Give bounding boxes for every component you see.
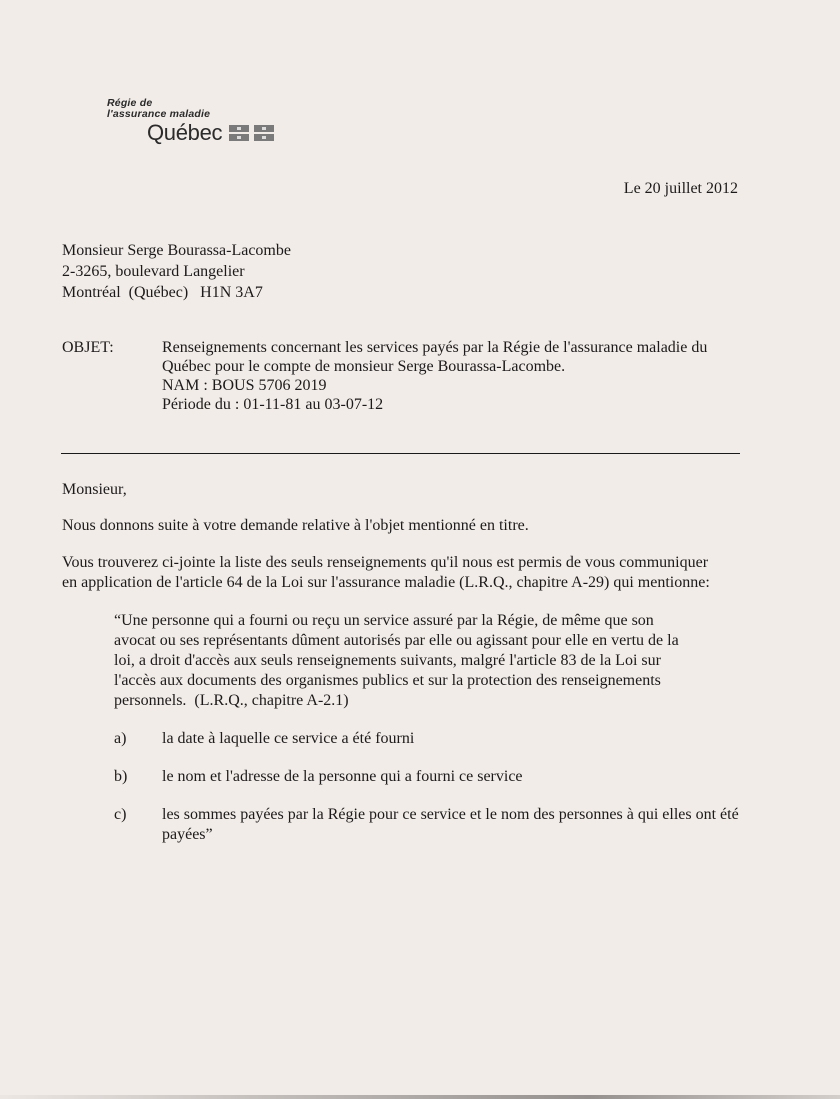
list-marker: b) — [114, 768, 128, 785]
ramq-logo — [107, 98, 327, 145]
quoted-list — [114, 729, 744, 863]
recipient-address — [62, 240, 291, 303]
recipient-name: Monsieur Serge Bourassa-Lacombe — [62, 242, 291, 259]
paragraph-line: Vous trouverez ci-jointe la liste des seuls renseignements qu'il nous est permis de vous communiquer — [62, 554, 709, 571]
legal-quote — [114, 611, 724, 711]
logo-line-regie: Régie de — [107, 97, 153, 109]
letter-date: Le 20 juillet 2012 — [623, 180, 738, 197]
flag-quadrant — [254, 125, 274, 132]
list-text: le nom et l'adresse de la personne qui a fourni ce service — [162, 768, 523, 785]
quote-line: personnels. (L.R.Q., chapitre A-2.1) — [114, 692, 349, 709]
list-item — [114, 767, 744, 787]
subject-body — [162, 338, 742, 414]
list-marker: c) — [114, 806, 127, 823]
list-item — [114, 729, 744, 749]
paragraph-article-64 — [62, 553, 742, 593]
scan-page-edge — [0, 1095, 840, 1099]
quebec-flag-icon — [229, 125, 274, 141]
recipient-city: Montréal (Québec) H1N 3A7 — [62, 284, 263, 301]
flag-quadrant — [229, 125, 249, 132]
list-text: la date à laquelle ce service a été fourni — [162, 730, 415, 747]
subject-line-2: Québec pour le compte de monsieur Serge Bourassa-Lacombe. — [162, 358, 566, 375]
subject-nam: NAM : BOUS 5706 2019 — [162, 377, 327, 394]
horizontal-divider — [61, 453, 740, 454]
list-marker: a) — [114, 730, 127, 747]
subject-label: OBJET: — [62, 339, 114, 356]
subject-line-1: Renseignements concernant les services payés par la Régie de l'assurance maladie du — [162, 339, 708, 356]
quote-line: avocat ou ses représentants dûment autorisés par elle ou agissant pour elle en vertu de la — [114, 632, 679, 649]
paragraph-line: en application de l'article 64 de la Loi sur l'assurance maladie (L.R.Q., chapitre A-29) qui mentionne: — [62, 574, 710, 591]
logo-quebec-wordmark: Québec — [147, 120, 223, 145]
quote-line: loi, a droit d'accès aux seuls renseignements suivants, malgré l'article 83 de la Loi sur — [114, 652, 661, 669]
quote-line: “Une personne qui a fourni ou reçu un service assuré par la Régie, de même que son — [114, 612, 654, 629]
subject-period: Période du : 01-11-81 au 03-07-12 — [162, 396, 384, 413]
quote-line: l'accès aux documents des organismes publics et sur la protection des renseignements — [114, 672, 661, 689]
list-item — [114, 805, 744, 845]
recipient-street: 2-3265, boulevard Langelier — [62, 263, 245, 280]
list-text: les sommes payées par la Régie pour ce service et le nom des personnes à qui elles ont été payées” — [162, 806, 739, 843]
logo-line-assurance: l'assurance maladie — [107, 108, 211, 120]
flag-quadrant — [229, 134, 249, 141]
flag-quadrant — [254, 134, 274, 141]
salutation: Monsieur, — [62, 481, 127, 498]
logo-wordmark-row — [107, 121, 327, 145]
paragraph-intro: Nous donnons suite à votre demande relative à l'objet mentionné en titre. — [62, 517, 529, 534]
